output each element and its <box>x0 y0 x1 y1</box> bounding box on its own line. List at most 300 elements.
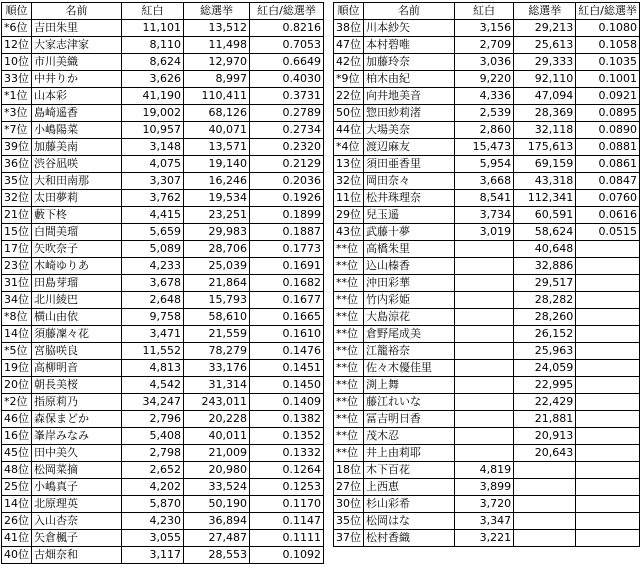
cell-election: 28,260 <box>514 309 576 326</box>
cell-rank: 36位 <box>2 156 32 173</box>
cell-name: 向井地美音 <box>364 88 455 105</box>
cell-kohaku: 15,473 <box>454 139 513 156</box>
cell-ratio: 0.3731 <box>250 88 324 105</box>
cell-rank: **位 <box>334 241 364 258</box>
cell-kohaku: 4,230 <box>122 513 184 530</box>
header-name: 名前 <box>364 3 455 20</box>
cell-kohaku: 3,668 <box>454 173 513 190</box>
cell-kohaku: 34,247 <box>122 394 184 411</box>
cell-rank: 39位 <box>2 139 32 156</box>
cell-kohaku: 3,471 <box>122 326 184 343</box>
table-row <box>334 343 640 360</box>
cell-election: 40,011 <box>184 428 250 445</box>
cell-name: 上西恵 <box>364 479 455 496</box>
cell-name: 竹内彩姫 <box>364 292 455 309</box>
cell-ratio <box>576 411 640 428</box>
cell-ratio <box>576 530 640 547</box>
cell-kohaku <box>454 309 513 326</box>
table-row <box>2 462 324 479</box>
header-rank: 順位 <box>334 3 364 20</box>
cell-rank: 20位 <box>2 377 32 394</box>
cell-ratio: 0.1691 <box>250 258 324 275</box>
cell-rank: 45位 <box>2 445 32 462</box>
cell-kohaku: 2,648 <box>122 292 184 309</box>
cell-kohaku: 4,202 <box>122 479 184 496</box>
table-row <box>2 479 324 496</box>
cell-name: 藪下柊 <box>32 207 122 224</box>
cell-kohaku: 3,156 <box>454 20 513 37</box>
cell-rank: **位 <box>334 428 364 445</box>
cell-election: 25,613 <box>514 37 576 54</box>
table-row <box>2 377 324 394</box>
table-row <box>2 496 324 513</box>
cell-rank: 23位 <box>2 258 32 275</box>
cell-ratio: 0.1773 <box>250 241 324 258</box>
cell-rank: 30位 <box>334 496 364 513</box>
cell-name: 宮脇咲良 <box>32 343 122 360</box>
cell-rank: 32位 <box>334 173 364 190</box>
table-row <box>334 530 640 547</box>
table-row <box>2 445 324 462</box>
cell-ratio: 0.1677 <box>250 292 324 309</box>
table-row <box>2 173 324 190</box>
table-row <box>334 139 640 156</box>
cell-kohaku: 3,036 <box>454 54 513 71</box>
cell-name: 入山杏奈 <box>32 513 122 530</box>
cell-election <box>514 496 576 513</box>
cell-kohaku: 5,089 <box>122 241 184 258</box>
cell-kohaku <box>454 258 513 275</box>
right-ranking-table <box>333 2 640 547</box>
cell-ratio: 0.7053 <box>250 37 324 54</box>
cell-rank: **位 <box>334 411 364 428</box>
table-row <box>334 224 640 241</box>
cell-rank: **位 <box>334 445 364 462</box>
table-row <box>334 37 640 54</box>
table-row <box>2 156 324 173</box>
table-row <box>334 496 640 513</box>
cell-election: 58,624 <box>514 224 576 241</box>
cell-rank: 41位 <box>2 530 32 547</box>
cell-election: 29,517 <box>514 275 576 292</box>
cell-ratio <box>576 309 640 326</box>
cell-ratio: 0.1352 <box>250 428 324 445</box>
cell-name: 兒玉遥 <box>364 207 455 224</box>
cell-rank: 34位 <box>2 292 32 309</box>
table-row <box>334 241 640 258</box>
cell-rank: 16位 <box>2 428 32 445</box>
cell-rank: 14位 <box>2 326 32 343</box>
cell-kohaku <box>454 377 513 394</box>
cell-rank: 10位 <box>2 54 32 71</box>
cell-name: 倉野尾成美 <box>364 326 455 343</box>
cell-ratio: 0.1111 <box>250 530 324 547</box>
cell-kohaku: 3,734 <box>454 207 513 224</box>
cell-election: 24,059 <box>514 360 576 377</box>
cell-rank: *8位 <box>2 309 32 326</box>
cell-name: 朝長美桜 <box>32 377 122 394</box>
cell-kohaku: 2,798 <box>122 445 184 462</box>
cell-kohaku: 5,954 <box>454 156 513 173</box>
cell-name: 冨吉明日香 <box>364 411 455 428</box>
header-ratio: 紅白/総選挙 <box>250 3 324 20</box>
cell-name: 吉田朱里 <box>32 20 122 37</box>
header-election: 総選挙 <box>184 3 250 20</box>
table-row <box>2 326 324 343</box>
cell-rank: *2位 <box>2 394 32 411</box>
cell-kohaku <box>454 343 513 360</box>
table-row <box>334 190 640 207</box>
cell-rank: 26位 <box>2 513 32 530</box>
cell-name: 木下百花 <box>364 462 455 479</box>
cell-election: 50,190 <box>184 496 250 513</box>
cell-election: 22,429 <box>514 394 576 411</box>
cell-rank: 44位 <box>334 122 364 139</box>
cell-rank: **位 <box>334 394 364 411</box>
cell-ratio: 0.6649 <box>250 54 324 71</box>
cell-kohaku <box>454 394 513 411</box>
table-row <box>334 462 640 479</box>
table-row <box>334 173 640 190</box>
cell-kohaku: 9,758 <box>122 309 184 326</box>
cell-rank: **位 <box>334 377 364 394</box>
cell-election: 21,009 <box>184 445 250 462</box>
table-row <box>334 71 640 88</box>
cell-ratio: 0.2789 <box>250 105 324 122</box>
table-row <box>334 428 640 445</box>
table-row <box>334 105 640 122</box>
table-row <box>334 292 640 309</box>
table-row <box>2 513 324 530</box>
cell-rank: 27位 <box>334 479 364 496</box>
cell-ratio: 0.0881 <box>576 139 640 156</box>
cell-name: 峯岸みなみ <box>32 428 122 445</box>
cell-kohaku: 3,307 <box>122 173 184 190</box>
cell-rank: 47位 <box>334 37 364 54</box>
table-row <box>2 309 324 326</box>
cell-rank: 15位 <box>2 224 32 241</box>
cell-kohaku: 3,117 <box>122 547 184 564</box>
table-row <box>334 156 640 173</box>
header-rank: 順位 <box>2 3 32 20</box>
cell-rank: 50位 <box>334 105 364 122</box>
cell-kohaku: 2,539 <box>454 105 513 122</box>
table-row <box>2 428 324 445</box>
cell-kohaku: 4,813 <box>122 360 184 377</box>
cell-rank: **位 <box>334 326 364 343</box>
cell-name: 渋谷凪咲 <box>32 156 122 173</box>
cell-name: 白間美瑠 <box>32 224 122 241</box>
cell-name: 森保まどか <box>32 411 122 428</box>
cell-kohaku: 3,347 <box>454 513 513 530</box>
cell-ratio: 0.0616 <box>576 207 640 224</box>
cell-rank: 18位 <box>334 462 364 479</box>
cell-election: 40,648 <box>514 241 576 258</box>
cell-rank: *9位 <box>334 71 364 88</box>
cell-kohaku: 5,408 <box>122 428 184 445</box>
cell-name: 中井りか <box>32 71 122 88</box>
cell-name: 木崎ゆりあ <box>32 258 122 275</box>
cell-kohaku: 5,659 <box>122 224 184 241</box>
cell-ratio <box>576 258 640 275</box>
cell-election: 28,282 <box>514 292 576 309</box>
cell-ratio: 0.2036 <box>250 173 324 190</box>
cell-ratio <box>576 445 640 462</box>
cell-election: 29,333 <box>514 54 576 71</box>
cell-ratio <box>576 292 640 309</box>
cell-rank: *4位 <box>334 139 364 156</box>
cell-name: 北原理英 <box>32 496 122 513</box>
cell-kohaku: 4,819 <box>454 462 513 479</box>
cell-election: 22,995 <box>514 377 576 394</box>
cell-ratio: 0.1080 <box>576 20 640 37</box>
cell-election: 13,512 <box>184 20 250 37</box>
cell-ratio: 0.1147 <box>250 513 324 530</box>
cell-rank: 42位 <box>334 54 364 71</box>
table-row <box>2 530 324 547</box>
cell-election: 11,498 <box>184 37 250 54</box>
cell-election: 31,314 <box>184 377 250 394</box>
cell-kohaku <box>454 411 513 428</box>
cell-election: 33,524 <box>184 479 250 496</box>
cell-election: 32,886 <box>514 258 576 275</box>
cell-election: 92,110 <box>514 71 576 88</box>
cell-rank: 19位 <box>2 360 32 377</box>
cell-election: 25,039 <box>184 258 250 275</box>
cell-kohaku: 8,110 <box>122 37 184 54</box>
cell-rank: **位 <box>334 275 364 292</box>
cell-name: 横山由依 <box>32 309 122 326</box>
cell-election: 43,318 <box>514 173 576 190</box>
cell-kohaku: 8,541 <box>454 190 513 207</box>
cell-rank: *7位 <box>2 122 32 139</box>
cell-ratio: 0.1450 <box>250 377 324 394</box>
cell-rank: 35位 <box>2 173 32 190</box>
table-row <box>2 122 324 139</box>
cell-name: 松岡菜摘 <box>32 462 122 479</box>
cell-ratio <box>576 513 640 530</box>
table-row <box>334 258 640 275</box>
cell-election: 112,341 <box>514 190 576 207</box>
cell-ratio: 0.1035 <box>576 54 640 71</box>
table-row <box>334 479 640 496</box>
cell-name: 松村香織 <box>364 530 455 547</box>
cell-rank: 12位 <box>2 37 32 54</box>
cell-ratio: 0.0895 <box>576 105 640 122</box>
cell-kohaku: 3,678 <box>122 275 184 292</box>
cell-election: 243,011 <box>184 394 250 411</box>
cell-rank: 40位 <box>2 547 32 564</box>
cell-rank: 43位 <box>334 224 364 241</box>
cell-ratio: 0.1409 <box>250 394 324 411</box>
left-ranking-table <box>1 2 324 564</box>
cell-kohaku: 4,415 <box>122 207 184 224</box>
cell-rank: 29位 <box>334 207 364 224</box>
cell-name: 高柳明音 <box>32 360 122 377</box>
header-kohaku: 紅白 <box>122 3 184 20</box>
cell-name: 渡辺麻友 <box>364 139 455 156</box>
cell-ratio: 0.0760 <box>576 190 640 207</box>
cell-ratio: 0.0921 <box>576 88 640 105</box>
table-row <box>2 207 324 224</box>
cell-name: 井上由莉耶 <box>364 445 455 462</box>
cell-election: 68,126 <box>184 105 250 122</box>
table-row <box>2 411 324 428</box>
cell-kohaku: 41,190 <box>122 88 184 105</box>
cell-name: 田中美久 <box>32 445 122 462</box>
cell-name: 大場美奈 <box>364 122 455 139</box>
cell-ratio: 0.1092 <box>250 547 324 564</box>
cell-ratio: 0.2129 <box>250 156 324 173</box>
table-row <box>2 54 324 71</box>
table-row <box>2 360 324 377</box>
cell-election: 16,246 <box>184 173 250 190</box>
cell-election: 175,613 <box>514 139 576 156</box>
cell-kohaku: 4,075 <box>122 156 184 173</box>
header-kohaku: 紅白 <box>454 3 513 20</box>
cell-election: 33,176 <box>184 360 250 377</box>
cell-ratio: 0.1665 <box>250 309 324 326</box>
cell-election: 40,071 <box>184 122 250 139</box>
table-row <box>334 122 640 139</box>
cell-kohaku: 9,220 <box>454 71 513 88</box>
cell-election: 15,793 <box>184 292 250 309</box>
cell-election: 20,980 <box>184 462 250 479</box>
cell-name: 島崎遥香 <box>32 105 122 122</box>
cell-name: 須田亜香里 <box>364 156 455 173</box>
cell-rank: 25位 <box>2 479 32 496</box>
cell-name: 大家志津家 <box>32 37 122 54</box>
cell-kohaku: 4,336 <box>454 88 513 105</box>
cell-name: 込山榛香 <box>364 258 455 275</box>
cell-election: 19,140 <box>184 156 250 173</box>
cell-rank: 32位 <box>2 190 32 207</box>
cell-name: 山本彩 <box>32 88 122 105</box>
cell-rank: 46位 <box>2 411 32 428</box>
cell-kohaku: 2,860 <box>454 122 513 139</box>
cell-ratio: 0.1382 <box>250 411 324 428</box>
cell-ratio <box>576 496 640 513</box>
cell-name: 本村碧唯 <box>364 37 455 54</box>
cell-kohaku <box>454 445 513 462</box>
cell-rank: **位 <box>334 258 364 275</box>
cell-ratio <box>576 326 640 343</box>
cell-election: 13,571 <box>184 139 250 156</box>
table-row <box>334 20 640 37</box>
header-name: 名前 <box>32 3 122 20</box>
cell-rank: **位 <box>334 309 364 326</box>
header-row <box>334 3 640 20</box>
cell-ratio: 0.1253 <box>250 479 324 496</box>
table-row <box>2 394 324 411</box>
table-row <box>2 105 324 122</box>
cell-ratio <box>576 241 640 258</box>
cell-name: 古畑奈和 <box>32 547 122 564</box>
cell-election: 25,963 <box>514 343 576 360</box>
cell-ratio: 0.0847 <box>576 173 640 190</box>
cell-rank: 13位 <box>334 156 364 173</box>
cell-kohaku: 5,870 <box>122 496 184 513</box>
cell-name: 太田夢莉 <box>32 190 122 207</box>
cell-name: 藤江れいな <box>364 394 455 411</box>
cell-kohaku <box>454 292 513 309</box>
cell-ratio: 0.8216 <box>250 20 324 37</box>
cell-election: 20,643 <box>514 445 576 462</box>
cell-election: 58,610 <box>184 309 250 326</box>
cell-ratio: 0.1887 <box>250 224 324 241</box>
cell-election: 28,369 <box>514 105 576 122</box>
cell-name: 大島涼花 <box>364 309 455 326</box>
cell-name: 大和田南那 <box>32 173 122 190</box>
cell-kohaku: 3,221 <box>454 530 513 547</box>
cell-election: 29,213 <box>514 20 576 37</box>
table-row <box>334 445 640 462</box>
cell-rank: 37位 <box>334 530 364 547</box>
cell-election: 26,152 <box>514 326 576 343</box>
cell-election <box>514 462 576 479</box>
table-row <box>334 207 640 224</box>
cell-name: 矢倉楓子 <box>32 530 122 547</box>
cell-election: 32,118 <box>514 122 576 139</box>
cell-name: 柏木由紀 <box>364 71 455 88</box>
table-row <box>334 411 640 428</box>
cell-kohaku: 3,626 <box>122 71 184 88</box>
cell-name: 惣田紗莉渚 <box>364 105 455 122</box>
cell-ratio: 0.0515 <box>576 224 640 241</box>
cell-name: 杉山彩希 <box>364 496 455 513</box>
cell-ratio: 0.2734 <box>250 122 324 139</box>
cell-election: 29,983 <box>184 224 250 241</box>
cell-rank: *3位 <box>2 105 32 122</box>
cell-kohaku <box>454 360 513 377</box>
cell-name: 小嶋真子 <box>32 479 122 496</box>
table-row <box>2 343 324 360</box>
cell-ratio <box>576 394 640 411</box>
table-row <box>2 292 324 309</box>
cell-ratio <box>576 360 640 377</box>
cell-kohaku: 11,552 <box>122 343 184 360</box>
cell-election <box>514 530 576 547</box>
cell-ratio: 0.1682 <box>250 275 324 292</box>
table-row <box>334 377 640 394</box>
cell-name: 加藤美南 <box>32 139 122 156</box>
cell-rank: 11位 <box>334 190 364 207</box>
cell-kohaku: 3,720 <box>454 496 513 513</box>
table-row <box>2 37 324 54</box>
cell-election: 8,997 <box>184 71 250 88</box>
cell-kohaku: 3,019 <box>454 224 513 241</box>
cell-election: 69,159 <box>514 156 576 173</box>
cell-ratio <box>576 479 640 496</box>
cell-name: 須藤凜々花 <box>32 326 122 343</box>
cell-ratio <box>576 428 640 445</box>
table-row <box>2 71 324 88</box>
table-row <box>334 394 640 411</box>
cell-kohaku: 10,957 <box>122 122 184 139</box>
cell-election: 110,411 <box>184 88 250 105</box>
cell-election: 21,864 <box>184 275 250 292</box>
table-row <box>2 275 324 292</box>
cell-ratio <box>576 275 640 292</box>
cell-election: 21,881 <box>514 411 576 428</box>
cell-election <box>514 513 576 530</box>
cell-rank: 35位 <box>334 513 364 530</box>
cell-rank: 31位 <box>2 275 32 292</box>
cell-rank: **位 <box>334 292 364 309</box>
cell-election: 47,094 <box>514 88 576 105</box>
cell-rank: **位 <box>334 343 364 360</box>
cell-kohaku: 11,101 <box>122 20 184 37</box>
